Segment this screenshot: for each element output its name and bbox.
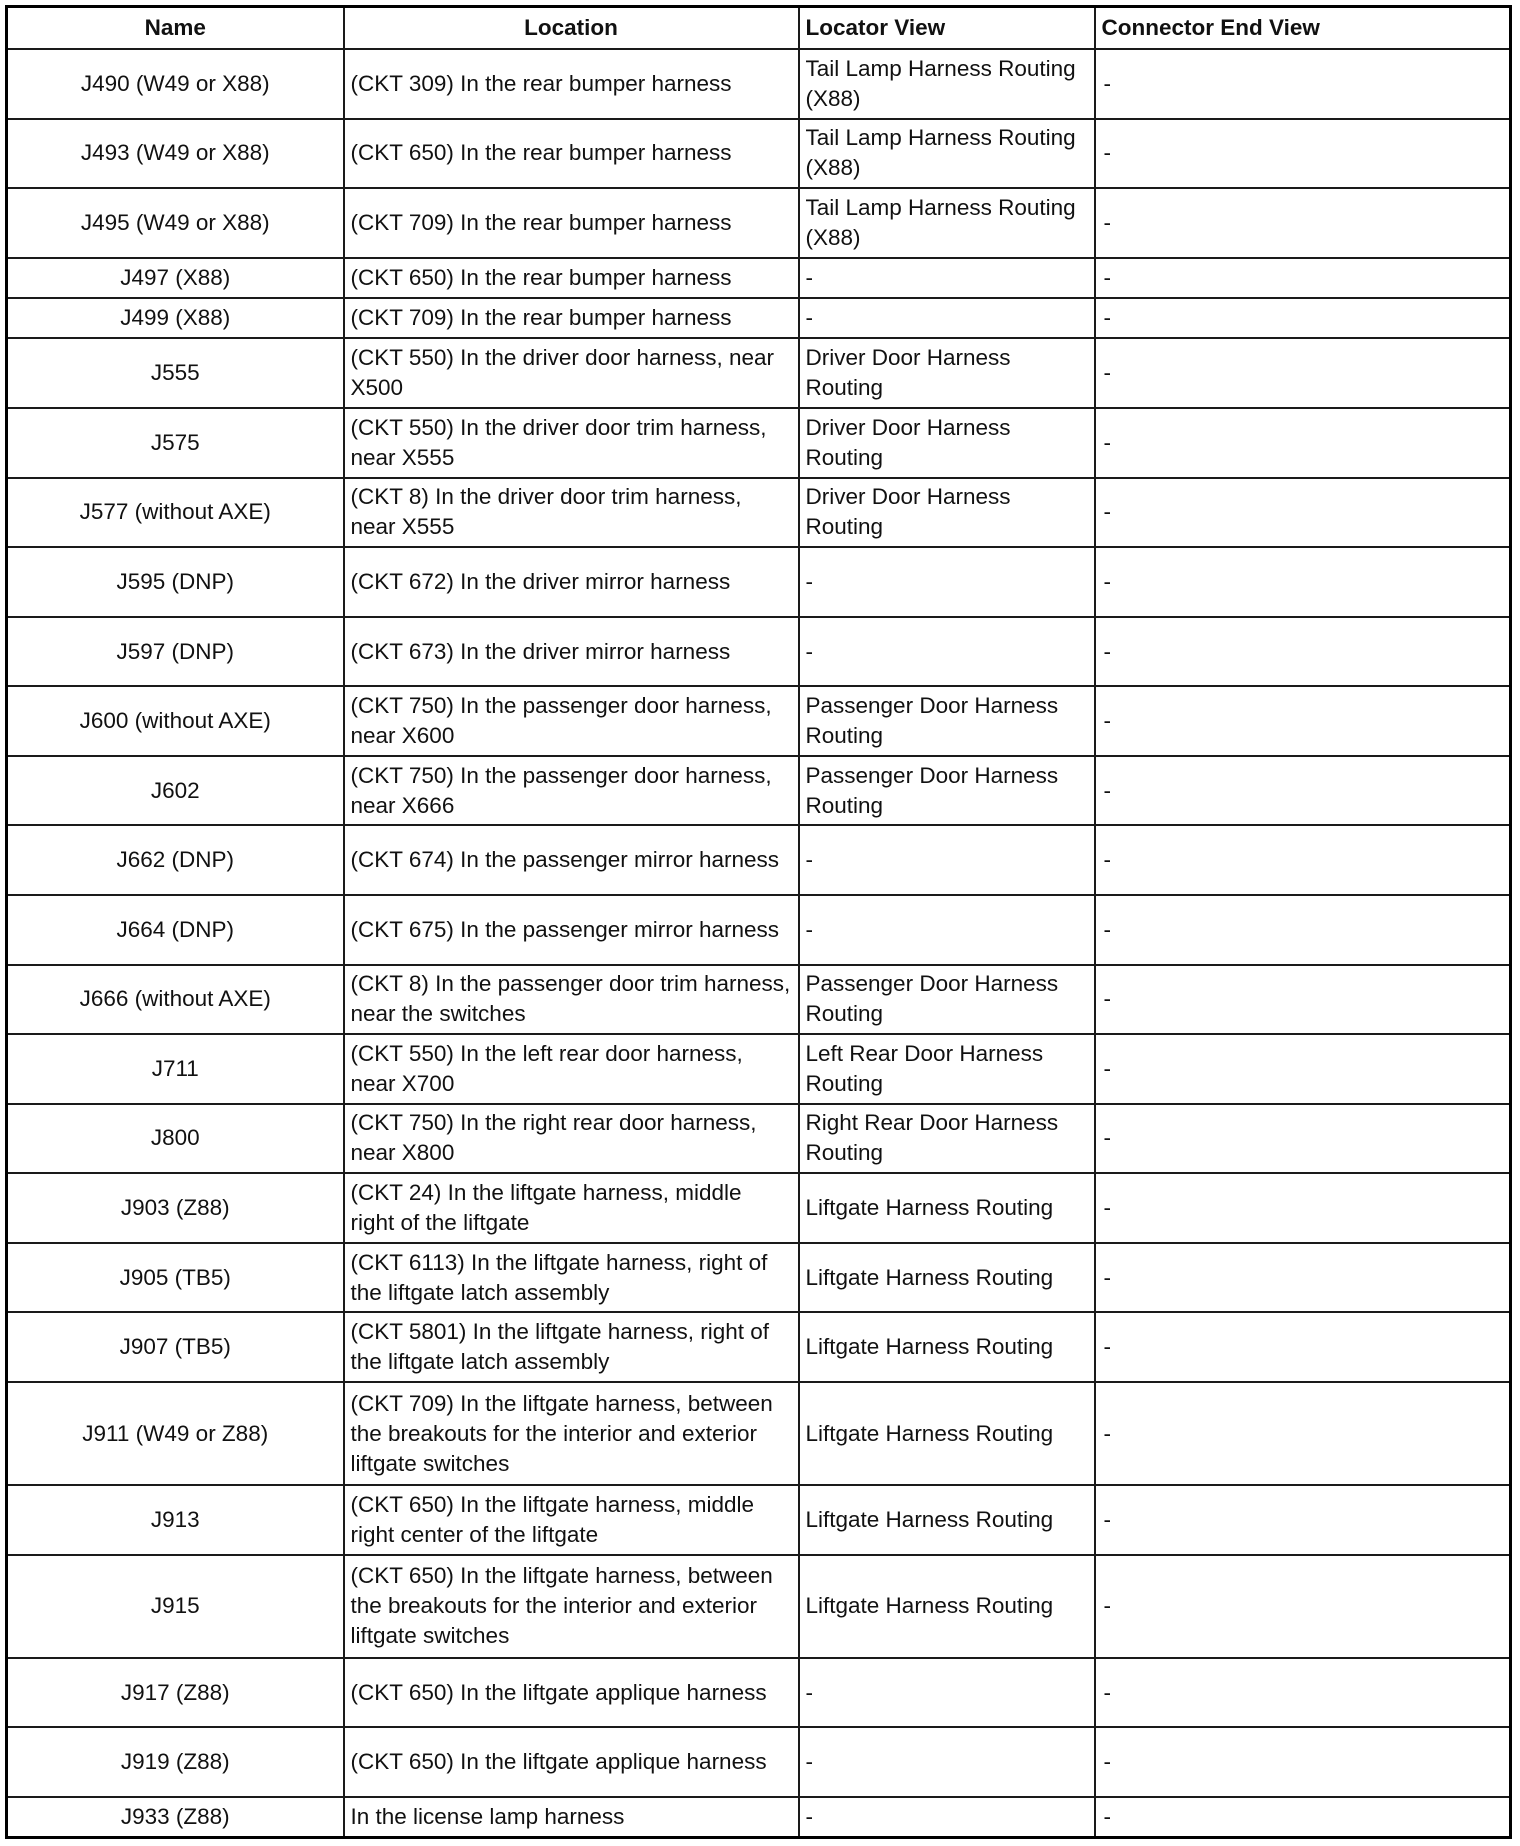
locator-view-cell: Liftgate Harness Routing bbox=[799, 1173, 1095, 1243]
name-cell: J662 (DNP) bbox=[7, 825, 344, 895]
location-cell: (CKT 24) In the liftgate harness, middle right of the liftgate bbox=[344, 1173, 799, 1243]
connector-end-view-cell: - bbox=[1095, 1312, 1511, 1382]
name-cell: J597 (DNP) bbox=[7, 617, 344, 687]
location-cell: (CKT 650) In the rear bumper harness bbox=[344, 119, 799, 189]
table-row bbox=[7, 478, 1511, 548]
locator-view-cell: Right Rear Door Harness Routing bbox=[799, 1104, 1095, 1174]
locator-view-cell: Liftgate Harness Routing bbox=[799, 1243, 1095, 1313]
connector-end-view-cell: - bbox=[1095, 1555, 1511, 1658]
connector-end-view-cell: - bbox=[1095, 1658, 1511, 1728]
location-cell: (CKT 550) In the driver door harness, near X500 bbox=[344, 338, 799, 408]
locator-view-cell: Liftgate Harness Routing bbox=[799, 1382, 1095, 1485]
locator-view-cell: - bbox=[799, 825, 1095, 895]
name-cell: J666 (without AXE) bbox=[7, 965, 344, 1035]
table-row bbox=[7, 258, 1511, 298]
locator-view-cell: - bbox=[799, 895, 1095, 965]
location-cell: (CKT 673) In the driver mirror harness bbox=[344, 617, 799, 687]
table-row bbox=[7, 1034, 1511, 1104]
location-cell: (CKT 750) In the passenger door harness, near X600 bbox=[344, 686, 799, 756]
table-row bbox=[7, 895, 1511, 965]
connector-end-view-cell: - bbox=[1095, 756, 1511, 826]
name-cell: J907 (TB5) bbox=[7, 1312, 344, 1382]
connector-end-view-cell: - bbox=[1095, 1034, 1511, 1104]
locator-view-cell: Tail Lamp Harness Routing (X88) bbox=[799, 49, 1095, 119]
name-cell: J493 (W49 or X88) bbox=[7, 119, 344, 189]
name-cell: J575 bbox=[7, 408, 344, 478]
table-row bbox=[7, 1727, 1511, 1797]
header-name: Name bbox=[7, 7, 344, 50]
connector-end-view-cell: - bbox=[1095, 1243, 1511, 1313]
name-cell: J913 bbox=[7, 1485, 344, 1555]
location-cell: (CKT 750) In the right rear door harness, near X800 bbox=[344, 1104, 799, 1174]
connector-end-view-cell: - bbox=[1095, 1173, 1511, 1243]
name-cell: J905 (TB5) bbox=[7, 1243, 344, 1313]
connector-end-view-cell: - bbox=[1095, 825, 1511, 895]
name-cell: J933 (Z88) bbox=[7, 1797, 344, 1837]
connector-end-view-cell: - bbox=[1095, 49, 1511, 119]
name-cell: J915 bbox=[7, 1555, 344, 1658]
table-row bbox=[7, 1312, 1511, 1382]
name-cell: J495 (W49 or X88) bbox=[7, 188, 344, 258]
table-row bbox=[7, 1658, 1511, 1728]
connector-end-view-cell: - bbox=[1095, 338, 1511, 408]
location-cell: (CKT 550) In the left rear door harness, near X700 bbox=[344, 1034, 799, 1104]
location-cell: (CKT 709) In the rear bumper harness bbox=[344, 188, 799, 258]
connector-end-view-cell: - bbox=[1095, 298, 1511, 338]
table-row bbox=[7, 1243, 1511, 1313]
name-cell: J917 (Z88) bbox=[7, 1658, 344, 1728]
locator-view-cell: - bbox=[799, 547, 1095, 617]
location-cell: (CKT 650) In the liftgate applique harness bbox=[344, 1658, 799, 1728]
name-cell: J497 (X88) bbox=[7, 258, 344, 298]
connector-end-view-cell: - bbox=[1095, 1104, 1511, 1174]
connector-end-view-cell: - bbox=[1095, 1797, 1511, 1837]
header-row bbox=[7, 7, 1511, 50]
table-row bbox=[7, 408, 1511, 478]
location-cell: (CKT 650) In the liftgate applique harness bbox=[344, 1727, 799, 1797]
locator-view-cell: Driver Door Harness Routing bbox=[799, 338, 1095, 408]
locator-view-cell: Passenger Door Harness Routing bbox=[799, 965, 1095, 1035]
name-cell: J555 bbox=[7, 338, 344, 408]
table-row bbox=[7, 825, 1511, 895]
locator-view-cell: Tail Lamp Harness Routing (X88) bbox=[799, 188, 1095, 258]
table-row bbox=[7, 1382, 1511, 1485]
locator-view-cell: Left Rear Door Harness Routing bbox=[799, 1034, 1095, 1104]
connector-end-view-cell: - bbox=[1095, 1727, 1511, 1797]
name-cell: J711 bbox=[7, 1034, 344, 1104]
name-cell: J602 bbox=[7, 756, 344, 826]
header-location: Location bbox=[344, 7, 799, 50]
name-cell: J600 (without AXE) bbox=[7, 686, 344, 756]
location-cell: (CKT 309) In the rear bumper harness bbox=[344, 49, 799, 119]
name-cell: J595 (DNP) bbox=[7, 547, 344, 617]
location-cell: (CKT 709) In the liftgate harness, between the breakouts for the interior and exterior liftgate switches bbox=[344, 1382, 799, 1485]
locator-view-cell: Passenger Door Harness Routing bbox=[799, 756, 1095, 826]
location-cell: (CKT 550) In the driver door trim harness, near X555 bbox=[344, 408, 799, 478]
table-row bbox=[7, 1555, 1511, 1658]
table-row bbox=[7, 1173, 1511, 1243]
table-row bbox=[7, 686, 1511, 756]
location-cell: In the license lamp harness bbox=[344, 1797, 799, 1837]
connector-end-view-cell: - bbox=[1095, 188, 1511, 258]
location-cell: (CKT 8) In the driver door trim harness, near X555 bbox=[344, 478, 799, 548]
name-cell: J800 bbox=[7, 1104, 344, 1174]
header-locator-view: Locator View bbox=[799, 7, 1095, 50]
connector-end-view-cell: - bbox=[1095, 478, 1511, 548]
table-row bbox=[7, 547, 1511, 617]
table-row bbox=[7, 188, 1511, 258]
name-cell: J919 (Z88) bbox=[7, 1727, 344, 1797]
location-cell: (CKT 650) In the rear bumper harness bbox=[344, 258, 799, 298]
location-cell: (CKT 674) In the passenger mirror harness bbox=[344, 825, 799, 895]
locator-view-cell: - bbox=[799, 298, 1095, 338]
connector-end-view-cell: - bbox=[1095, 119, 1511, 189]
location-cell: (CKT 650) In the liftgate harness, middle right center of the liftgate bbox=[344, 1485, 799, 1555]
location-cell: (CKT 5801) In the liftgate harness, right of the liftgate latch assembly bbox=[344, 1312, 799, 1382]
name-cell: J577 (without AXE) bbox=[7, 478, 344, 548]
connector-end-view-cell: - bbox=[1095, 686, 1511, 756]
table-row bbox=[7, 1485, 1511, 1555]
locator-view-cell: Driver Door Harness Routing bbox=[799, 478, 1095, 548]
location-cell: (CKT 709) In the rear bumper harness bbox=[344, 298, 799, 338]
locator-view-cell: - bbox=[799, 1658, 1095, 1728]
header-connector-end-view: Connector End View bbox=[1095, 7, 1511, 50]
table-row bbox=[7, 756, 1511, 826]
splice-pack-table bbox=[5, 5, 1512, 1839]
locator-view-cell: - bbox=[799, 1797, 1095, 1837]
locator-view-cell: Liftgate Harness Routing bbox=[799, 1555, 1095, 1658]
locator-view-cell: Passenger Door Harness Routing bbox=[799, 686, 1095, 756]
locator-view-cell: Liftgate Harness Routing bbox=[799, 1312, 1095, 1382]
table-row bbox=[7, 1104, 1511, 1174]
location-cell: (CKT 6113) In the liftgate harness, right of the liftgate latch assembly bbox=[344, 1243, 799, 1313]
table-row bbox=[7, 119, 1511, 189]
name-cell: J911 (W49 or Z88) bbox=[7, 1382, 344, 1485]
connector-end-view-cell: - bbox=[1095, 895, 1511, 965]
connector-end-view-cell: - bbox=[1095, 617, 1511, 687]
table-row bbox=[7, 298, 1511, 338]
name-cell: J664 (DNP) bbox=[7, 895, 344, 965]
location-cell: (CKT 672) In the driver mirror harness bbox=[344, 547, 799, 617]
location-cell: (CKT 675) In the passenger mirror harness bbox=[344, 895, 799, 965]
table-row bbox=[7, 965, 1511, 1035]
name-cell: J490 (W49 or X88) bbox=[7, 49, 344, 119]
locator-view-cell: Driver Door Harness Routing bbox=[799, 408, 1095, 478]
connector-end-view-cell: - bbox=[1095, 1485, 1511, 1555]
table-row bbox=[7, 617, 1511, 687]
locator-view-cell: Liftgate Harness Routing bbox=[799, 1485, 1095, 1555]
table-row bbox=[7, 338, 1511, 408]
location-cell: (CKT 750) In the passenger door harness, near X666 bbox=[344, 756, 799, 826]
name-cell: J903 (Z88) bbox=[7, 1173, 344, 1243]
location-cell: (CKT 650) In the liftgate harness, between the breakouts for the interior and exterior liftgate switches bbox=[344, 1555, 799, 1658]
locator-view-cell: - bbox=[799, 258, 1095, 298]
locator-view-cell: Tail Lamp Harness Routing (X88) bbox=[799, 119, 1095, 189]
connector-end-view-cell: - bbox=[1095, 547, 1511, 617]
connector-end-view-cell: - bbox=[1095, 1382, 1511, 1485]
connector-end-view-cell: - bbox=[1095, 965, 1511, 1035]
locator-view-cell: - bbox=[799, 1727, 1095, 1797]
connector-end-view-cell: - bbox=[1095, 258, 1511, 298]
table-row bbox=[7, 1797, 1511, 1837]
location-cell: (CKT 8) In the passenger door trim harness, near the switches bbox=[344, 965, 799, 1035]
table-row bbox=[7, 49, 1511, 119]
locator-view-cell: - bbox=[799, 617, 1095, 687]
connector-end-view-cell: - bbox=[1095, 408, 1511, 478]
name-cell: J499 (X88) bbox=[7, 298, 344, 338]
